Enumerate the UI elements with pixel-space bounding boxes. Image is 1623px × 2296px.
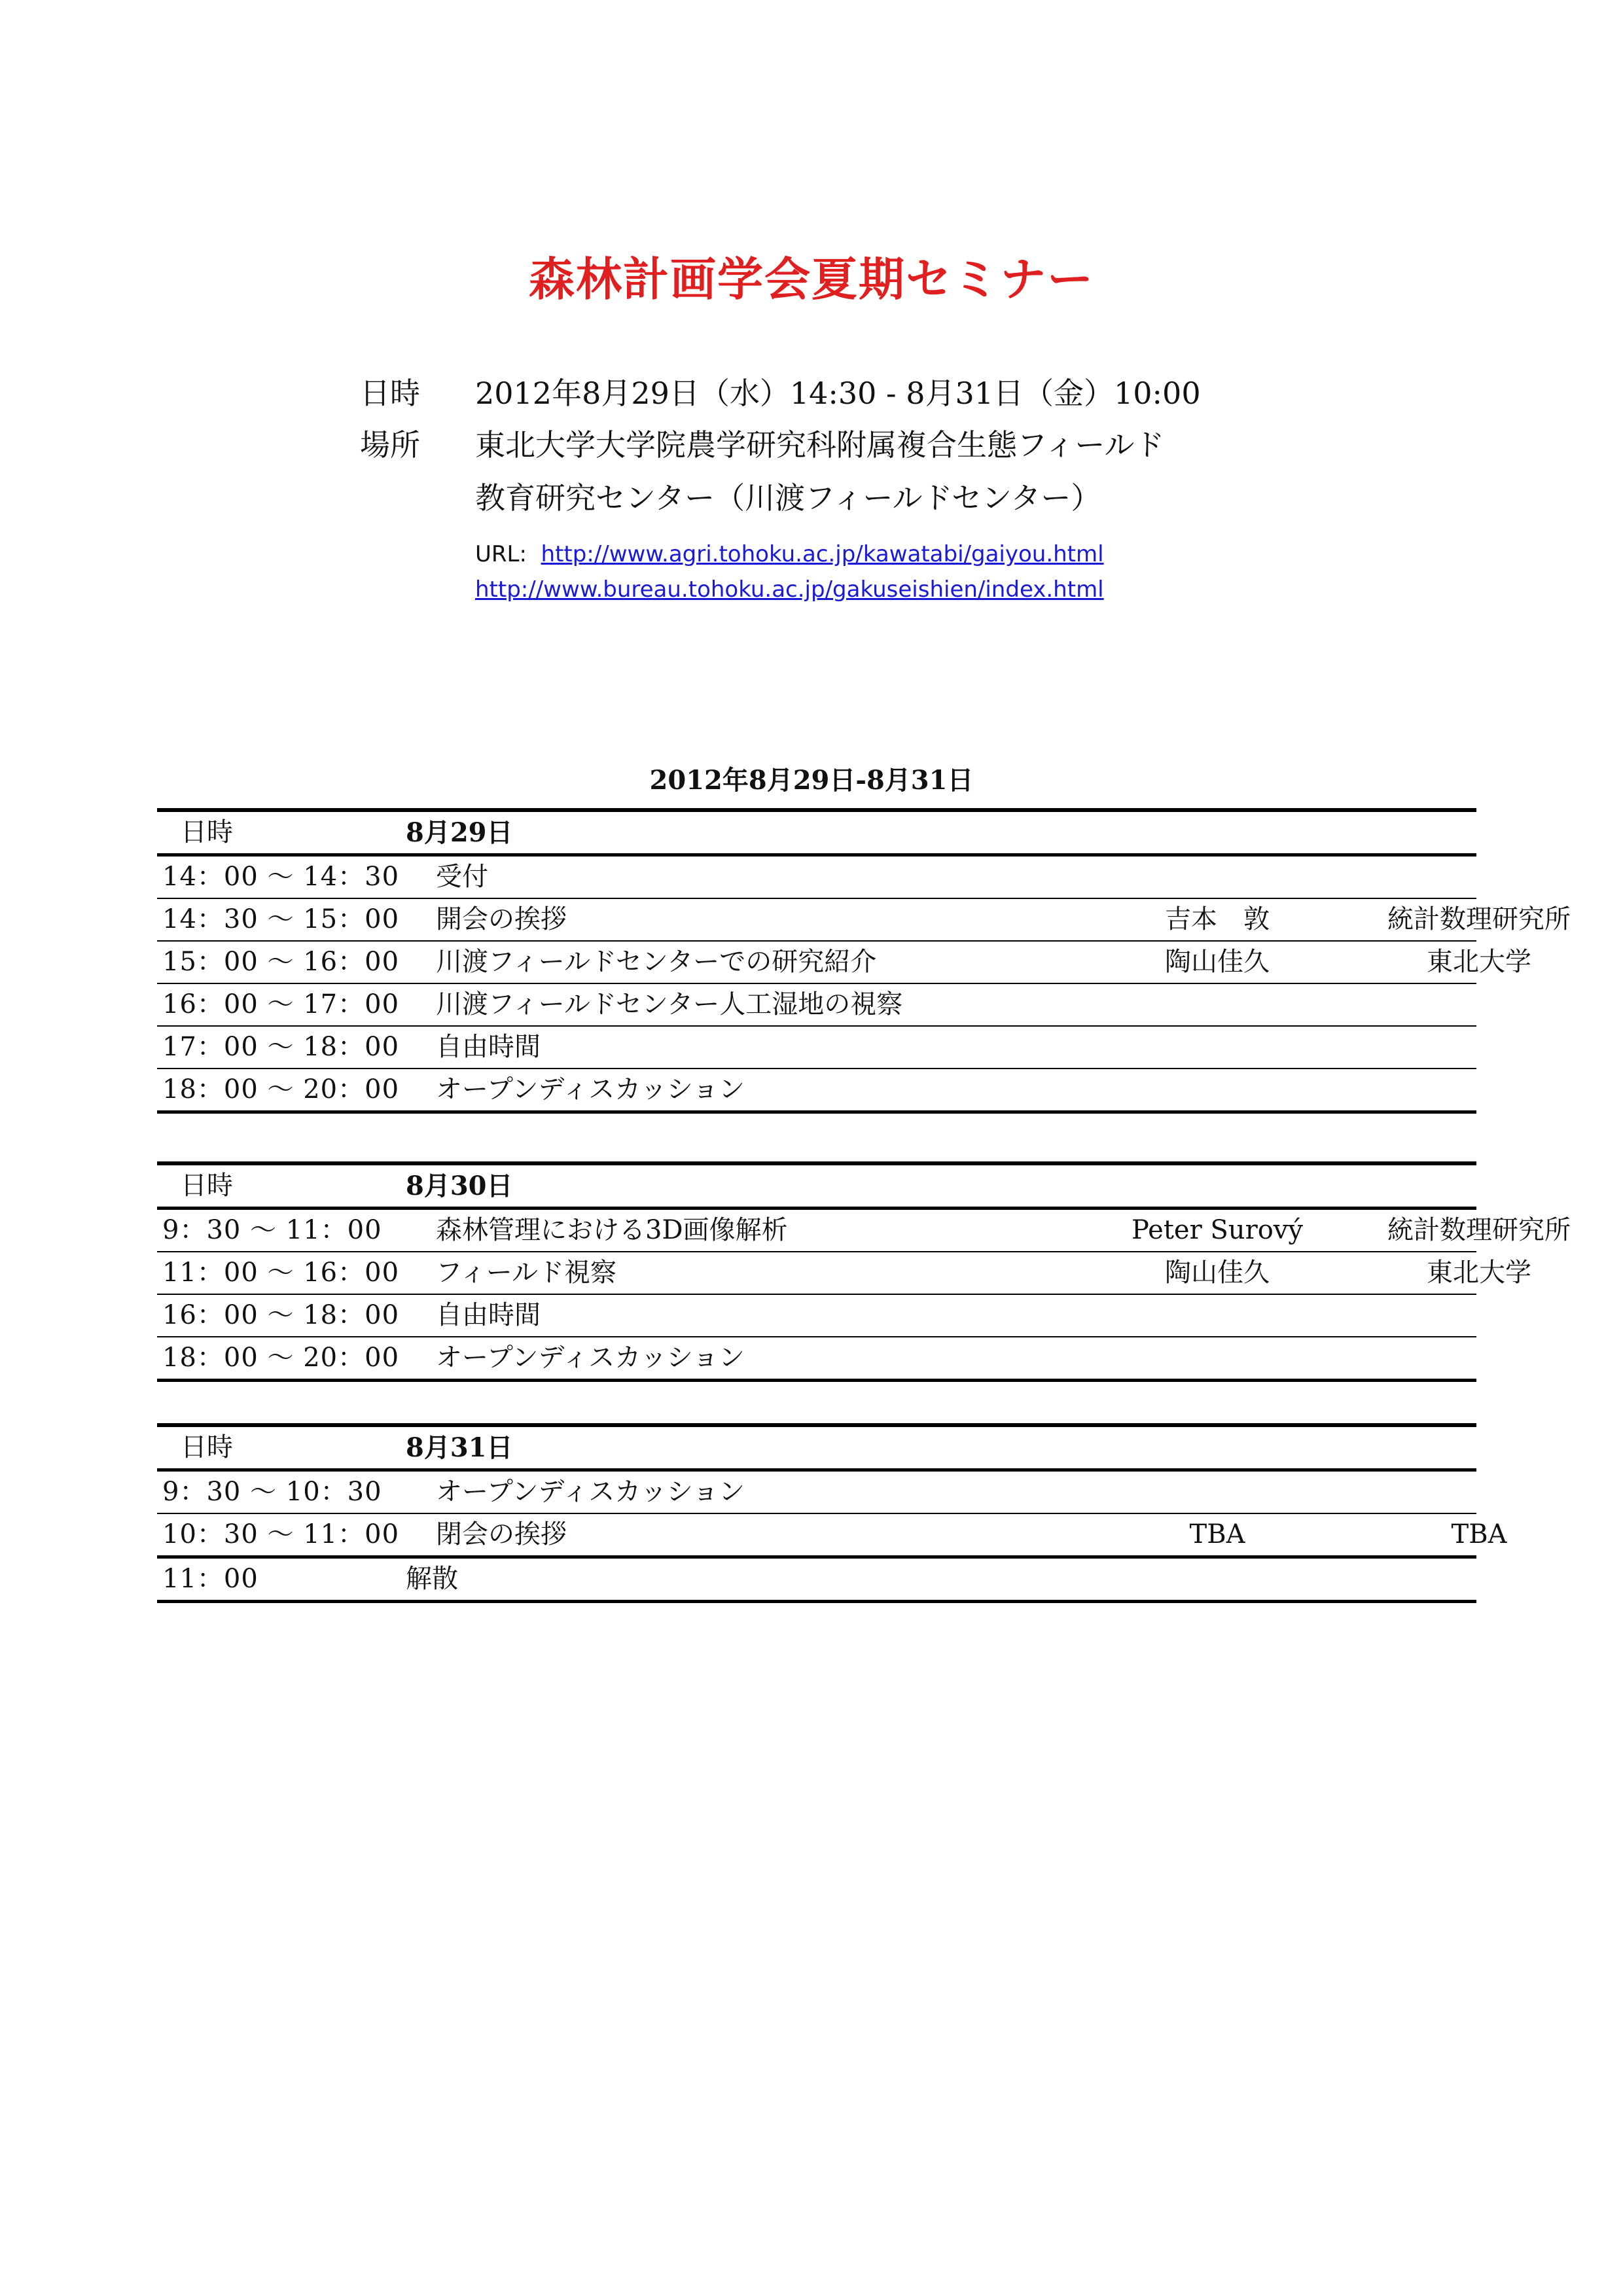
schedule-table-day3 bbox=[157, 1423, 1507, 1603]
time-cell: 11：00 bbox=[162, 1564, 259, 1594]
person-cell: 陶山佳久 bbox=[1165, 1258, 1270, 1288]
table-row bbox=[157, 1027, 1476, 1069]
datetime-value: 2012年8月29日（水）14:30 - 8月31日（金）10:00 bbox=[475, 376, 1201, 411]
table-row bbox=[157, 1295, 1476, 1337]
time-cell: 16：00 〜 17：00 bbox=[162, 989, 400, 1019]
url-prefix: URL: bbox=[475, 541, 527, 567]
person-cell: 陶山佳久 bbox=[1165, 947, 1270, 977]
affiliation-cell bbox=[1302, 1295, 1623, 1336]
person-cell: TBA bbox=[1189, 1519, 1245, 1549]
affiliation-cell bbox=[1302, 1472, 1623, 1513]
activity-cell: オープンディスカッション bbox=[436, 1477, 745, 1507]
activity-cell: フィールド視察 bbox=[436, 1258, 616, 1288]
table-row bbox=[157, 1559, 1476, 1603]
activity-cell: オープンディスカッション bbox=[436, 1343, 745, 1373]
affiliation-cell: TBA bbox=[1451, 1519, 1507, 1549]
time-cell: 11：00 〜 16：00 bbox=[162, 1258, 400, 1288]
header-date: 8月30日 bbox=[406, 1171, 513, 1201]
table-row bbox=[157, 984, 1476, 1027]
page-title: 森林計画学会夏期セミナー bbox=[529, 253, 1094, 306]
schedule-table-day1 bbox=[157, 808, 1571, 1114]
place-line-1: 東北大学大学院農学研究科附属複合生態フィールド bbox=[475, 427, 1165, 463]
table-row bbox=[157, 1472, 1476, 1514]
place-line-2: 教育研究センター（川渡フィールドセンター） bbox=[475, 480, 1101, 516]
time-cell: 14：00 〜 14：30 bbox=[162, 862, 400, 892]
activity-cell: 自由時間 bbox=[436, 1032, 541, 1062]
affiliation-cell: 統計数理研究所 bbox=[1387, 904, 1571, 934]
schedule-title: 2012年8月29日-8月31日 bbox=[649, 765, 974, 796]
time-cell: 18：00 〜 20：00 bbox=[162, 1343, 400, 1373]
table-row bbox=[157, 899, 1571, 942]
activity-cell: 自由時間 bbox=[436, 1300, 541, 1330]
url-link-agri[interactable]: http://www.agri.tohoku.ac.jp/kawatabi/gaiyou.html bbox=[541, 541, 1104, 567]
table-row bbox=[157, 1514, 1507, 1559]
affiliation-cell bbox=[1302, 1069, 1623, 1110]
header-datetime-label: 日時 bbox=[181, 817, 233, 847]
table-header-row bbox=[157, 1427, 1476, 1472]
activity-cell: 解散 bbox=[406, 1564, 458, 1594]
affiliation-cell bbox=[1302, 1027, 1623, 1068]
table-row bbox=[157, 942, 1531, 984]
activity-cell: 森林管理における3D画像解析 bbox=[436, 1215, 788, 1245]
time-cell: 15：00 〜 16：00 bbox=[162, 947, 400, 977]
time-cell: 9：30 〜 11：00 bbox=[162, 1215, 382, 1245]
table-header-row bbox=[157, 1165, 1476, 1210]
table-header-row bbox=[157, 812, 1476, 857]
table-row bbox=[157, 857, 1476, 899]
affiliation-cell: 統計数理研究所 bbox=[1387, 1215, 1571, 1245]
activity-cell: 閉会の挨拶 bbox=[436, 1519, 567, 1549]
time-cell: 16：00 〜 18：00 bbox=[162, 1300, 400, 1330]
affiliation-cell bbox=[1302, 857, 1623, 898]
activity-cell: 開会の挨拶 bbox=[436, 904, 567, 934]
activity-cell: 受付 bbox=[436, 862, 488, 892]
person-cell: 吉本 敦 bbox=[1165, 904, 1270, 934]
time-cell: 9：30 〜 10：30 bbox=[162, 1477, 382, 1507]
time-cell: 10：30 〜 11：00 bbox=[162, 1519, 400, 1549]
time-cell: 17：00 〜 18：00 bbox=[162, 1032, 400, 1062]
place-label: 場所 bbox=[360, 427, 420, 463]
affiliation-cell bbox=[1302, 1559, 1623, 1600]
table-row bbox=[157, 1069, 1476, 1114]
activity-cell: 川渡フィールドセンター人工湿地の視察 bbox=[436, 989, 903, 1019]
activity-cell: オープンディスカッション bbox=[436, 1074, 745, 1104]
table-row bbox=[157, 1210, 1571, 1252]
table-row bbox=[157, 1337, 1476, 1382]
person-cell: Peter Surový bbox=[1132, 1215, 1303, 1245]
url-link-bureau[interactable]: http://www.bureau.tohoku.ac.jp/gakuseishien/index.html bbox=[475, 576, 1104, 603]
header-date: 8月31日 bbox=[406, 1432, 513, 1463]
table-row bbox=[157, 1252, 1531, 1295]
header-date: 8月29日 bbox=[406, 817, 513, 848]
affiliation-cell bbox=[1302, 984, 1623, 1025]
schedule-table-day2 bbox=[157, 1161, 1571, 1382]
affiliation-cell: 東北大学 bbox=[1427, 1258, 1531, 1288]
datetime-label: 日時 bbox=[360, 376, 420, 411]
affiliation-cell bbox=[1302, 1337, 1623, 1379]
affiliation-cell: 東北大学 bbox=[1427, 947, 1531, 977]
time-cell: 18：00 〜 20：00 bbox=[162, 1074, 400, 1104]
url-line-1 bbox=[475, 537, 1104, 572]
url-line-2 bbox=[475, 572, 1104, 607]
header-datetime-label: 日時 bbox=[181, 1432, 233, 1462]
time-cell: 14：30 〜 15：00 bbox=[162, 904, 400, 934]
header-datetime-label: 日時 bbox=[181, 1171, 233, 1201]
activity-cell: 川渡フィールドセンターでの研究紹介 bbox=[436, 947, 877, 977]
